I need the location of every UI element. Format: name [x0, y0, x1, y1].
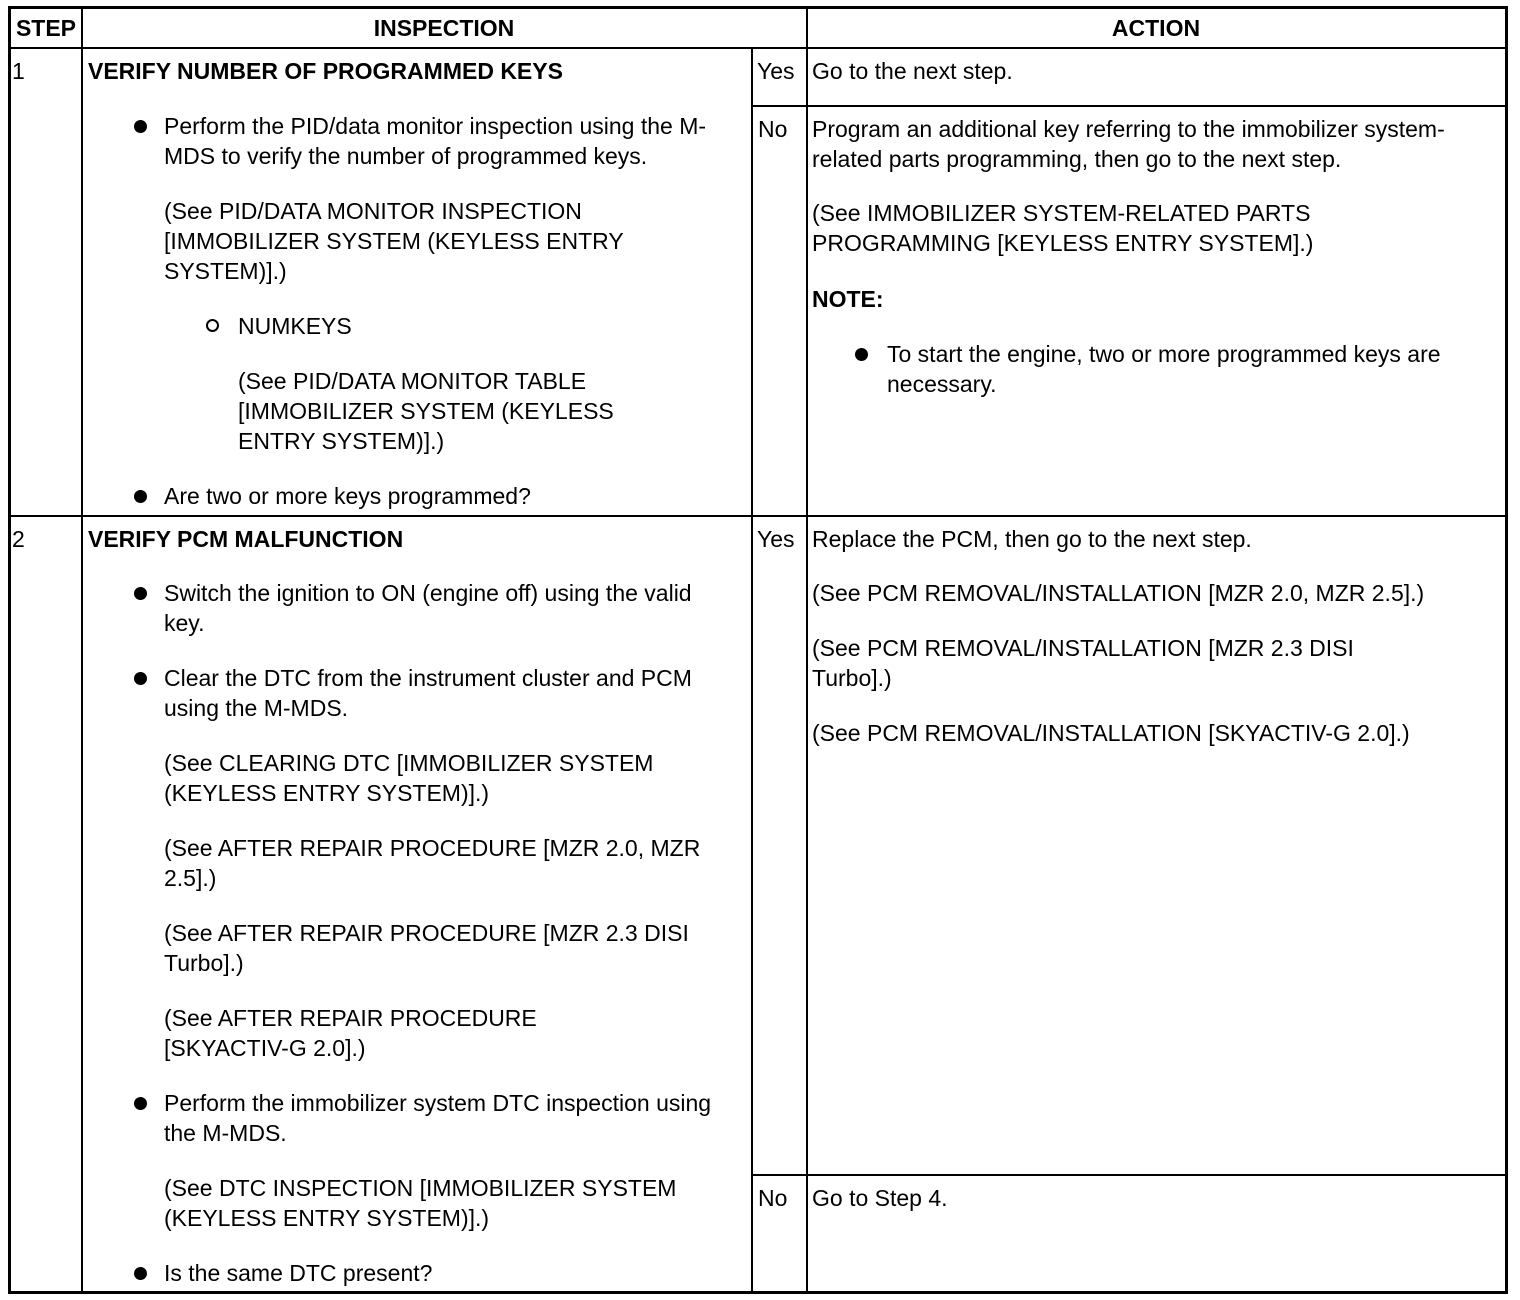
- bullet-icon: [134, 587, 147, 600]
- inspection-bullet: Clear the DTC from the instrument cluster and PCM using the M-MDS.: [164, 665, 692, 721]
- reference-text: (See AFTER REPAIR PROCEDURE [MZR 2.0, MZR 2.5].): [164, 835, 701, 891]
- reference-text: (See DTC INSPECTION [IMMOBILIZER SYSTEM (KEYLESS ENTRY SYSTEM)].): [164, 1175, 677, 1231]
- no-label: No: [758, 116, 788, 142]
- bullet-icon: [134, 490, 147, 503]
- reference-text: (See IMMOBILIZER SYSTEM-RELATED PARTS PROGRAMMING [KEYLESS ENTRY SYSTEM].): [812, 200, 1314, 256]
- reference-text: (See CLEARING DTC [IMMOBILIZER SYSTEM (KEYLESS ENTRY SYSTEM)].): [164, 750, 654, 806]
- step-title: VERIFY PCM MALFUNCTION: [88, 526, 404, 552]
- no-action: Go to Step 4.: [812, 1185, 948, 1211]
- reference-text: (See PID/DATA MONITOR INSPECTION [IMMOBILIZER SYSTEM (KEYLESS ENTRY SYSTEM)].): [164, 198, 624, 284]
- reference-text: (See PCM REMOVAL/INSTALLATION [SKYACTIV-G 2.0].): [812, 720, 1410, 746]
- bullet-icon: [134, 672, 147, 685]
- step-number: 1: [12, 58, 25, 84]
- yes-action: Go to the next step.: [812, 58, 1013, 84]
- row-divider: [8, 515, 1508, 517]
- bullet-icon: [134, 1097, 147, 1110]
- circle-bullet-icon: [206, 319, 219, 332]
- bullet-icon: [855, 348, 868, 361]
- bullet-icon: [134, 120, 147, 133]
- yes-label: Yes: [757, 526, 795, 552]
- col-divider-yesno: [751, 48, 753, 1294]
- inspection-subitem: NUMKEYS: [238, 313, 352, 339]
- step-number: 2: [12, 526, 25, 552]
- col-divider-step: [81, 6, 83, 1294]
- row1-yes-no-divider: [751, 105, 1508, 107]
- header-step: STEP: [15, 14, 77, 41]
- no-label: No: [758, 1185, 788, 1211]
- inspection-question: Are two or more keys programmed?: [164, 483, 531, 509]
- inspection-bullet: Perform the immobilizer system DTC inspection using the M-MDS.: [164, 1090, 712, 1146]
- header-inspection: INSPECTION: [373, 14, 515, 41]
- col-divider-action: [806, 6, 808, 1294]
- reference-text: (See PID/DATA MONITOR TABLE [IMMOBILIZER SYSTEM (KEYLESS ENTRY SYSTEM)].): [238, 368, 614, 454]
- header-divider: [8, 47, 1508, 49]
- reference-text: (See AFTER REPAIR PROCEDURE [SKYACTIV-G 2.0].): [164, 1005, 537, 1061]
- no-action: Program an additional key referring to the immobilizer system-related parts programming, then go to the next step.: [812, 116, 1445, 172]
- reference-text: (See PCM REMOVAL/INSTALLATION [MZR 2.0, MZR 2.5].): [812, 580, 1425, 606]
- note-label: NOTE:: [812, 286, 884, 312]
- yes-label: Yes: [757, 58, 795, 84]
- inspection-bullet: Switch the ignition to ON (engine off) using the valid key.: [164, 580, 692, 636]
- header-action: ACTION: [1111, 14, 1201, 41]
- reference-text: (See AFTER REPAIR PROCEDURE [MZR 2.3 DISI Turbo].): [164, 920, 689, 976]
- step-title: VERIFY NUMBER OF PROGRAMMED KEYS: [88, 58, 563, 84]
- inspection-question: Is the same DTC present?: [164, 1260, 433, 1286]
- row2-yes-no-divider: [751, 1174, 1508, 1176]
- inspection-bullet: Perform the PID/data monitor inspection using the M-MDS to verify the number of programmed keys.: [164, 113, 707, 169]
- bullet-icon: [134, 1267, 147, 1280]
- reference-text: (See PCM REMOVAL/INSTALLATION [MZR 2.3 DISI Turbo].): [812, 635, 1354, 691]
- yes-action: Replace the PCM, then go to the next step.: [812, 526, 1252, 552]
- note-text: To start the engine, two or more programmed keys are necessary.: [887, 341, 1441, 397]
